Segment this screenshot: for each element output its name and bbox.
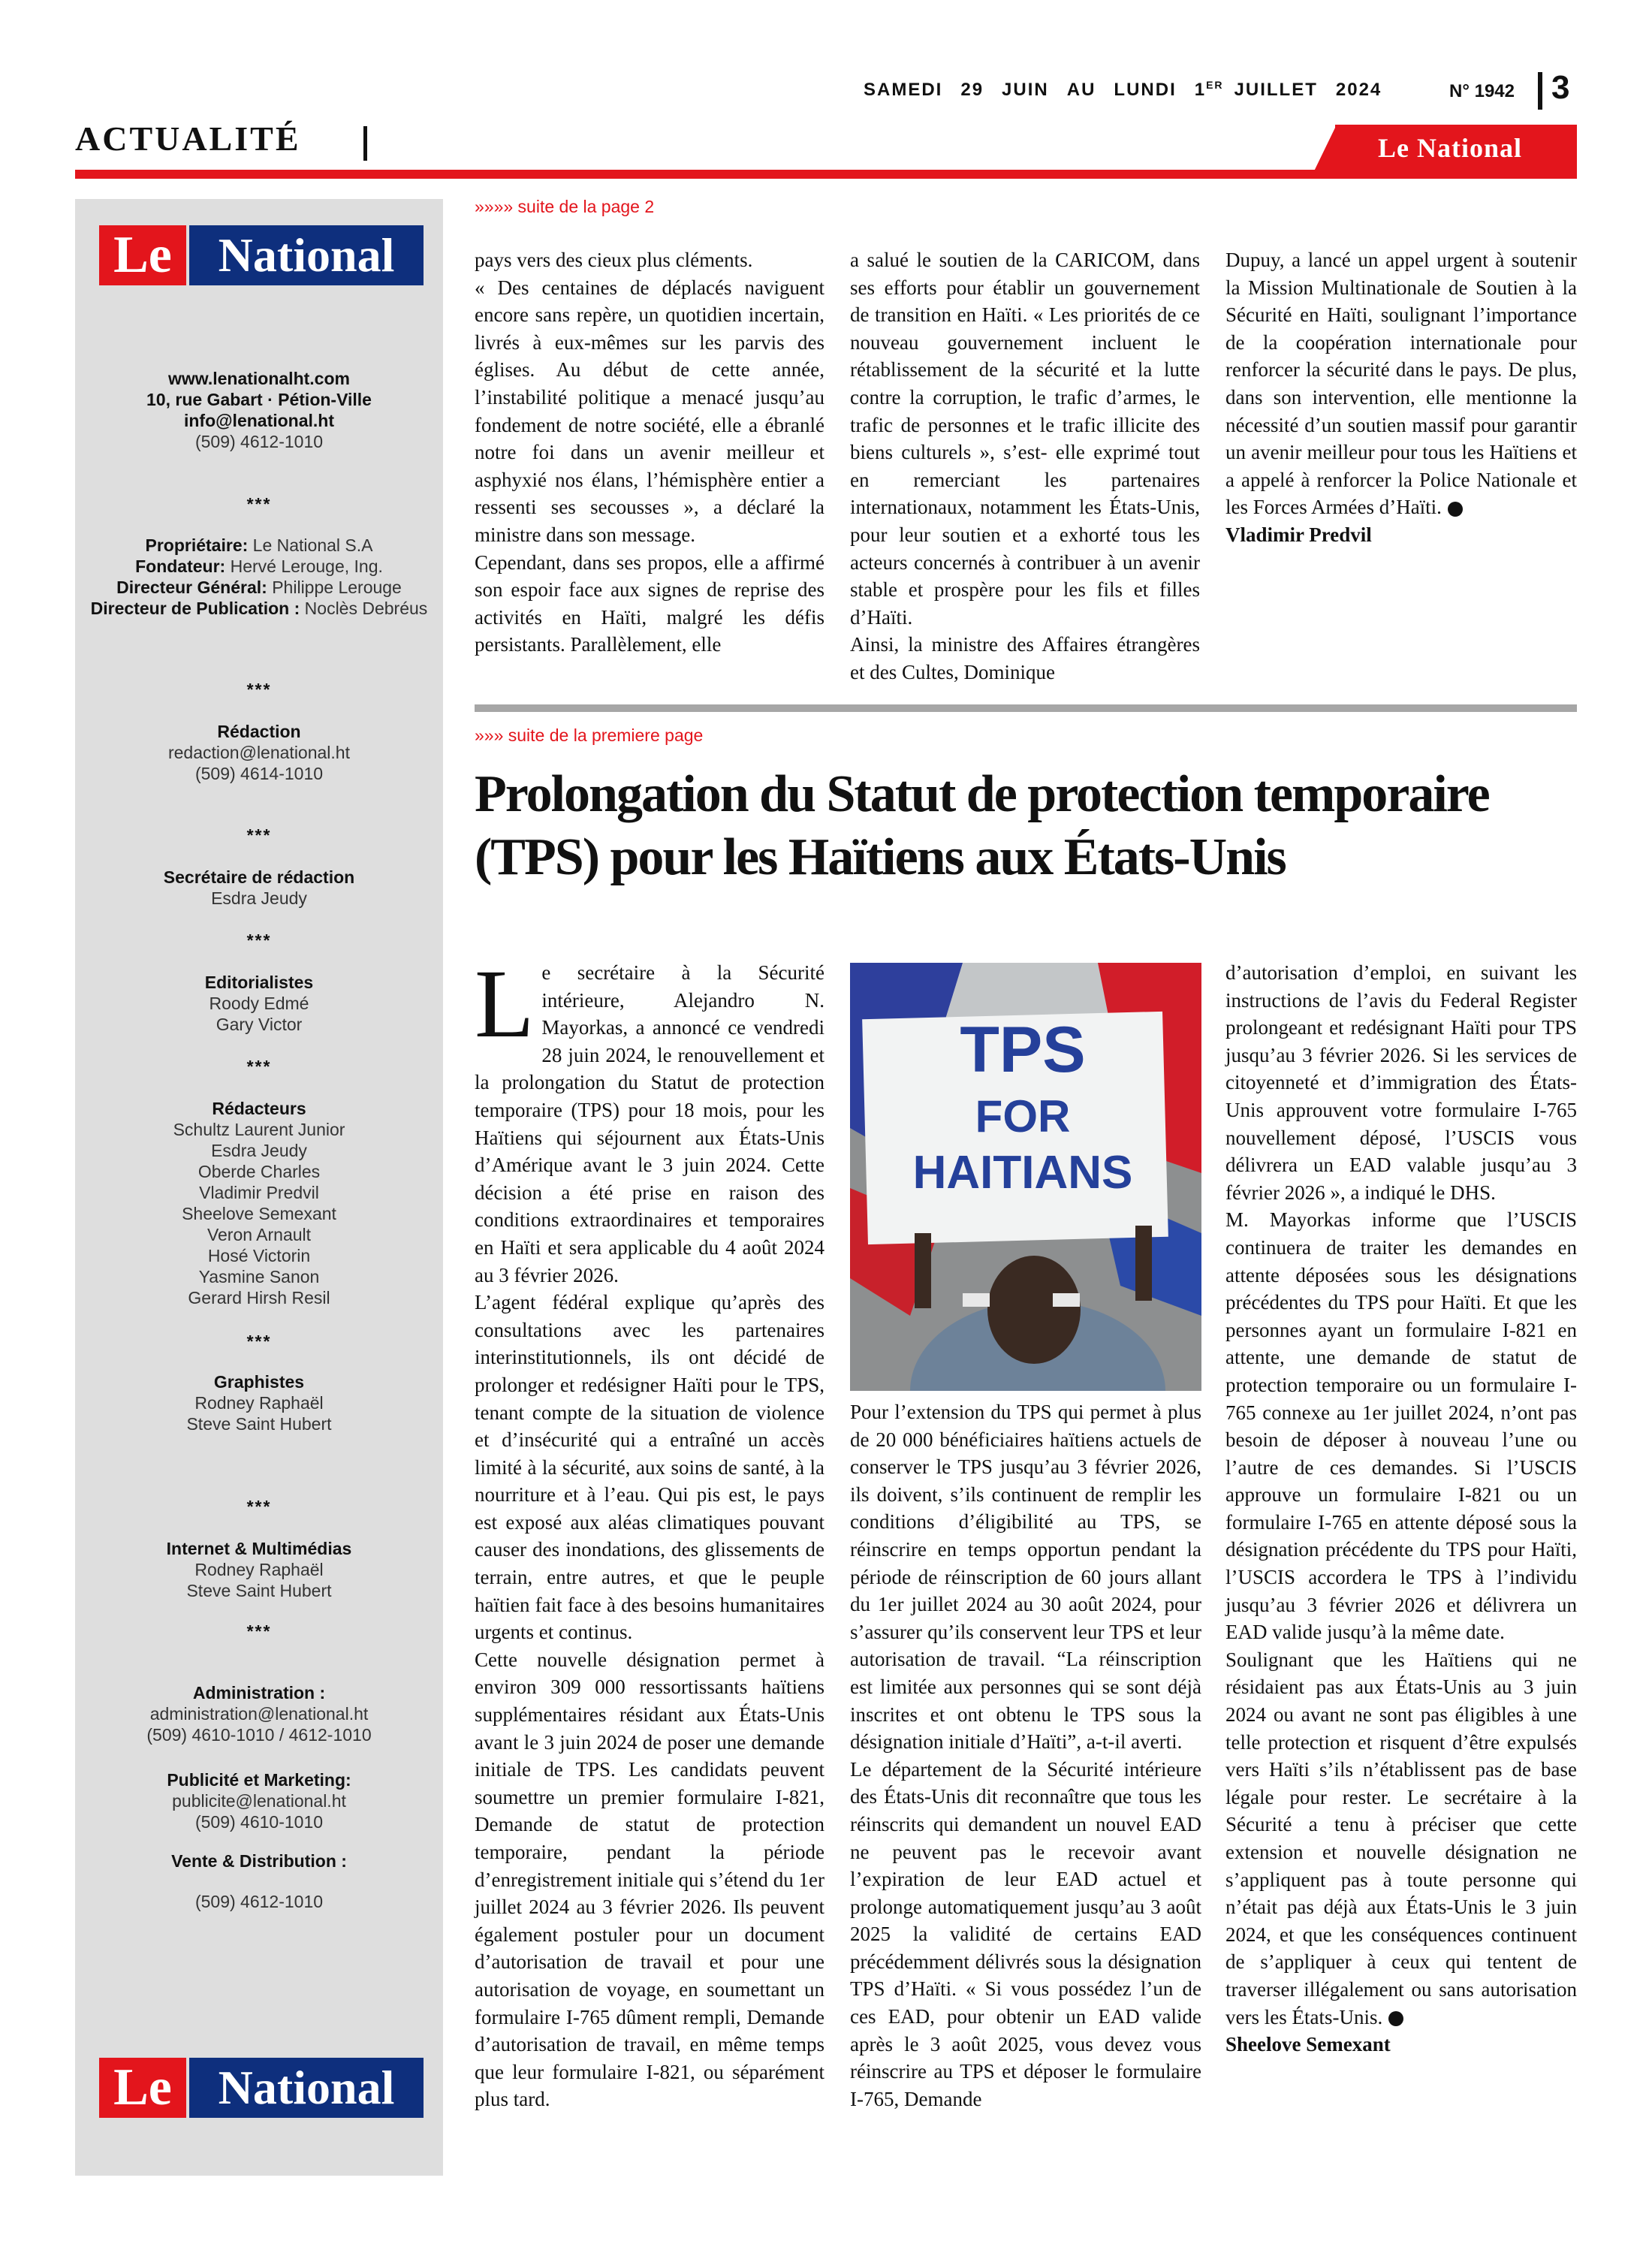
article2-column-2	[850, 1398, 1201, 2113]
continued-from-front-page[interactable]: »»» suite de la premiere page	[475, 725, 704, 745]
sales-phone: (509) 4612-1010	[194, 1892, 324, 1911]
article2-column-3	[1225, 959, 1577, 2058]
continued-from-page-2[interactable]: »»»» suite de la page 2	[475, 197, 655, 216]
article1-column-2	[850, 246, 1200, 686]
paragraph: Dupuy, a lancé un appel urgent à soutenir la Mission Multinationale de Soutien à la Sécurité en Haïti, soulignant l’importance de la coopération internationale pour renforcer la sécurité dans le pays. De plus, dans son intervention, elle mentionne la nécessité d’un soutien massif pour garantir un avenir meilleur pour tous les Haïtiens et a appelé à renforcer la Police Nationale et les Forces Armées d’Haïti.	[1225, 249, 1577, 519]
graphistes-label: Graphistes	[213, 1372, 305, 1392]
article1-column-1	[475, 246, 824, 659]
issue-date	[864, 79, 1400, 101]
article2-column-1	[475, 950, 824, 2113]
redacteur-name: Schultz Laurent Junior	[173, 1120, 345, 1139]
sales-label: Vente & Distribution :	[171, 1851, 347, 1871]
separator-stars: ***	[246, 680, 272, 699]
section-title: ACTUALITÉ	[75, 119, 301, 158]
separator-stars: ***	[246, 1057, 272, 1076]
paragraph: e secrétaire à la Sécurité intérieure, Alejandro N. Mayorkas, a annoncé ce vendredi 28 juin 2024, le renouvellement et la prolongation du Statut de protection temporaire (TPS) pour 18 mois, pour les Haïtiens qui séjournent aux États-Unis d’Amérique avant le 3 juin 2024. Cette décision a été prise en raison des conditions extraordinaires et temporaires en Haïti et sera applicable du 4 août 2024 au 3 février 2026.	[475, 961, 824, 1286]
paragraph: M. Mayorkas informe que l’USCIS continuera de traiter les demandes en attente déposées sous les désignations précédentes du TPS pour Haïti. Et que les personnes ayant un formulaire I-821 en attente, une demande de statut de protection temporaire ou un formulaire I-765 connexe au 1er juillet 2024, n’ont pas besoin de déposer à nouveau l’une ou l’autre de ces demandes. Si l’USCIS approuve un formulaire I-821 ou un formulaire I-765 en attente déposé sous la désignation précédente du TPS pour Haïti, l’USCIS accordera le TPS à l’individu jusqu’au 3 février 2026 et délivrera un EAD valide jusqu’à la même date.	[1225, 1208, 1577, 1644]
tps-protest-photo	[850, 963, 1201, 1391]
address: 10, rue Gabart · Pétion-Ville	[146, 390, 372, 409]
editorialists-label: Editorialistes	[204, 973, 314, 992]
redacteur-name: Gerard Hirsh Resil	[188, 1288, 330, 1307]
article-divider	[475, 704, 1577, 712]
redacteurs-label: Rédacteurs	[212, 1099, 306, 1118]
paragraph: Soulignant que les Haïtiens qui ne résidaient pas aux États-Unis au 3 juin 2024 ou avant ne sont pas éligibles à une telle protection et risquent d’être expulsés vers Haïti s’ils n’établissent pas de base légale pour rester. Le secrétaire à la Sécurité a tenu à préciser que cette extension et nouvelle désignation ne s’appliquent pas à toute personne qui n’était pas déjà aux États-Unis le 3 juin 2024, et que les conséquences continuent de s’appliquer à ceux qui tentent de traverser illégalement ou sans autorisation vers les États-Unis.	[1225, 1648, 1577, 2028]
dropcap: L	[475, 950, 535, 1058]
ownership-block	[75, 535, 443, 619]
sign-line-1: TPS	[960, 1014, 1086, 1086]
editorialist-name: Gary Victor	[216, 1015, 303, 1034]
administration-label: Administration :	[192, 1683, 326, 1703]
le-national-logo	[99, 225, 424, 285]
date-year: 2024	[1335, 80, 1382, 100]
owner-label: Propriétaire:	[145, 535, 249, 555]
date-day: SAMEDI	[864, 80, 943, 100]
editorialist-name: Roody Edmé	[209, 994, 309, 1013]
paragraph: pays vers des cieux plus cléments.	[475, 249, 753, 271]
redaction-email[interactable]: redaction@lenational.ht	[167, 743, 350, 762]
founder-value: Hervé Lerouge, Ing.	[230, 556, 383, 576]
paragraph: d’autorisation d’emploi, en suivant les instructions de l’avis du Federal Register prolongeant et redésignant Haïti pour TPS jusqu’au 3 février 2026. Si les services de citoyenneté et d’immigration des États-Unis approuvent votre formulaire I-765 nouvellement déposé, l’USCIS vous délivrera un EAD valable jusqu’au 3 février 2026 », a indiqué le DHS.	[1225, 961, 1577, 1204]
publicity-phone: (509) 4610-1010	[194, 1812, 324, 1832]
sales-block	[75, 1850, 443, 1912]
paragraph: Ainsi, la ministre des Affaires étrangères et des Cultes, Dominique	[850, 633, 1200, 683]
date-month2: JUILLET	[1234, 80, 1318, 100]
date-daynum2: 1ER	[1194, 79, 1224, 100]
paragraph: « Des centaines de déplacés naviguent encore sans repère, un quotidien incertain, livrés à eux-mêmes sur les parvis des églises. Au début de cette année, l’instabilité politique a menacé jusqu’au fondement de notre société, elle a ébranlé notre foi dans un avenir meilleur et asphyxié nos élans, l’hémisphère entier a ressenti ses secousses », a déclaré la ministre dans son message.	[475, 276, 824, 546]
article1-column-3	[1225, 246, 1577, 549]
redacteur-name: Veron Arnault	[206, 1225, 312, 1244]
founder-label: Fondateur:	[135, 556, 226, 576]
paragraph: L’agent fédéral explique qu’après des consultations avec les partenaires interinstitutionnels, ils ont décidé de prolonger et redésigner Haïti pour le TPS, tenant compte de la situation de violence et d’insécurité qui a entraîné un accès limité à la sécurité, aux soins de santé, à la nourriture et à l’eau. Qui pis est, le pays est exposé aux aléas climatiques pouvant causer des inondations, des glissements de terrain, entre autres, et que le peuple haïtien fait face à des besoins humanitaires urgents et continus.	[475, 1291, 824, 1644]
dg-label: Directeur Général:	[116, 578, 267, 597]
redacteur-name: Hosé Victorin	[207, 1246, 311, 1265]
paragraph: Cette nouvelle désignation permet à environ 309 000 ressortissants haïtiens supplémentaires résidant aux États-Unis avant le 3 juin 2024 de poser une demande initiale de TPS. Les candidats peuvent soumettre un premier formulaire I-821, Demande de statut de protection temporaire, pendant la période d’enregistrement initiale qui s’étend du 1er juillet 2024 au 3 février 2026. Ils peuvent également postuler pour un document d’autorisation de travail et pour une autorisation de voyage, en soumettant un formulaire I-765 dûment rempli, Demande d’autorisation de travail, en même temps que leur formulaire I-821, ou séparément plus tard.	[475, 1648, 824, 2111]
sign-line-2: FOR	[975, 1091, 1071, 1142]
contact-phone: (509) 4612-1010	[194, 432, 324, 451]
publicity-email[interactable]: publicite@lenational.ht	[172, 1791, 346, 1811]
end-mark-icon	[1448, 502, 1463, 517]
separator-stars: ***	[246, 930, 272, 950]
page-number: 3	[1551, 69, 1570, 106]
owner-value: Le National S.A	[252, 535, 373, 555]
date-daynum: 29	[960, 80, 984, 100]
header-red-rule	[75, 170, 1577, 179]
paragraph: a salué le soutien de la CARICOM, dans ses efforts pour établir un gouvernement de transition en Haïti. « Les priorités de ce nouveau gouvernement incluent le rétablissement de la sécurité et la lutte contre la corruption, le trafic d’armes, le trafic de personnes et le trafic illicite des biens culturels », s’est- elle exprimé tout en remerciant les partenaires internationaux, notamment les États-Unis, pour leur soutien et a exhorté tous les acteurs concernés à contribuer à un avenir stable et prospère pour les fils et filles d’Haïti.	[850, 249, 1200, 629]
end-mark-icon	[1388, 2011, 1403, 2026]
internet-block	[75, 1538, 443, 1601]
administration-phone: (509) 4610-1010 / 4612-1010	[146, 1725, 372, 1745]
separator-stars: ***	[246, 1332, 272, 1351]
logo-le: Le	[99, 225, 186, 285]
separator-stars: ***	[246, 1621, 272, 1641]
editorialists-block	[75, 972, 443, 1035]
graphiste-name: Rodney Raphaël	[194, 1393, 324, 1413]
paragraph: Cependant, dans ses propos, elle a affirmé son espoir face aux signes de reprise des activités en Haïti, malgré les défis persistants. Parallèlement, elle	[475, 550, 824, 656]
publicity-block	[75, 1769, 443, 1832]
paragraph: Le département de la Sécurité intérieure des États-Unis dit reconnaître que tous les réinscrits qui demandent un nouvel EAD ne peuvent pas le recevoir avant l’expiration de leur EAD actuel et prolonge automatiquement jusqu’au 3 août 2025 la validité de certains EAD précédemment délivrés sous la désignation TPS d’Haïti. « Si vous possédez l’un de ces EAD, pour obtenir un EAD valide après le 3 août 2025, vous devez vous réinscrire au TPS et déposer le formulaire I-765, Demande	[850, 1757, 1201, 2110]
redacteur-name: Esdra Jeudy	[211, 1141, 307, 1160]
date-day2: LUNDI	[1114, 80, 1177, 100]
graphistes-block	[75, 1371, 443, 1434]
section-divider	[363, 126, 367, 161]
secretary-label: Secrétaire de rédaction	[163, 867, 355, 887]
graphiste-name: Steve Saint Hubert	[186, 1414, 332, 1434]
brand-banner-text: Le National	[1378, 133, 1523, 163]
separator-stars: ***	[246, 825, 272, 845]
issue-number: N° 1942	[1449, 81, 1515, 101]
administration-block	[75, 1682, 443, 1745]
logo-national: National	[189, 225, 424, 285]
redacteur-name: Yasmine Sanon	[198, 1267, 320, 1286]
tps-protest-illustration	[850, 963, 1201, 1391]
publicity-label: Publicité et Marketing:	[167, 1770, 351, 1790]
separator-stars: ***	[246, 1497, 272, 1516]
secretary-name: Esdra Jeudy	[211, 888, 307, 908]
info-email[interactable]: info@lenational.ht	[183, 411, 335, 430]
date-month: JUIN	[1002, 80, 1049, 100]
page-number-divider	[1538, 72, 1542, 110]
redacteur-name: Oberde Charles	[197, 1162, 321, 1181]
redacteur-name: Sheelove Semexant	[182, 1204, 336, 1223]
redaction-label: Rédaction	[217, 722, 301, 741]
internet-name: Rodney Raphaël	[194, 1560, 324, 1579]
sign-line-3: HAITIANS	[912, 1147, 1133, 1199]
le-national-logo	[99, 2058, 424, 2118]
website-link[interactable]: www.lenationalht.com	[168, 369, 350, 388]
article2-author: Sheelove Semexant	[1225, 2033, 1391, 2056]
redacteurs-block	[75, 1098, 443, 1308]
article1-author: Vladimir Predvil	[1225, 523, 1372, 546]
redacteur-name: Vladimir Predvil	[199, 1183, 319, 1202]
redaction-block	[75, 721, 443, 784]
internet-name: Steve Saint Hubert	[186, 1581, 332, 1600]
article2-headline: Prolongation du Statut de protection temporaire (TPS) pour les Haïtiens aux États-Unis	[475, 765, 1489, 886]
logo-le: Le	[99, 2058, 186, 2118]
dp-label: Directeur de Publication :	[90, 599, 300, 618]
secretary-block	[75, 867, 443, 909]
date-au: AU	[1066, 80, 1096, 100]
paragraph: Pour l’extension du TPS qui permet à plus de 20 000 bénéficiaires haïtiens actuels de conserver le TPS jusqu’au 3 février 2026, ils doivent, s’ils continuent de remplir les conditions d’éligibilité au TPS, se réinscrire en temps opportun pendant la période de réinscription de 60 jours allant du 1er juillet 2024 au 30 août 2024, pour s’assurer qu’ils conservent leur TPS et leur autorisation de travail. “La réinscription est limitée aux personnes qui se sont déjà inscrites et ont obtenu le TPS sous la désignation initiale d’Haïti”, a-t-il averti.	[850, 1401, 1201, 1754]
dg-value: Philippe Lerouge	[272, 578, 402, 597]
separator-stars: ***	[246, 494, 272, 514]
contact-block	[75, 368, 443, 452]
redaction-phone: (509) 4614-1010	[194, 764, 324, 783]
logo-national: National	[189, 2058, 424, 2118]
dp-value: Noclès Debréus	[304, 599, 428, 618]
administration-email[interactable]: administration@lenational.ht	[149, 1704, 369, 1724]
internet-label: Internet & Multimédias	[166, 1539, 352, 1558]
